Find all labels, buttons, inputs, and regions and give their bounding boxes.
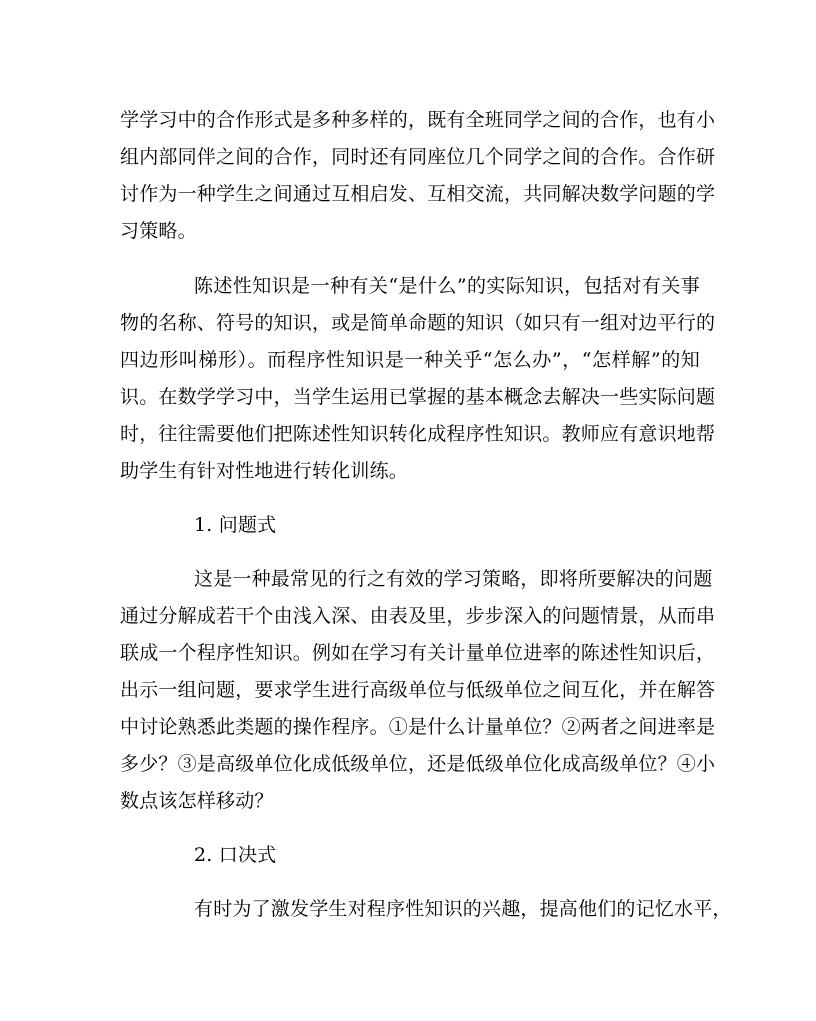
para1-line-3: 讨作为一种学生之间通过互相启发、互相交流，共同解决数学问题的学 — [120, 183, 716, 205]
para3-line-4: 出示一组问题，要求学生进行高级单位与低级单位之间互化，并在解答 — [120, 679, 716, 701]
para2-line-1: 陈述性知识是一种有关“是什么”的实际知识，包括对有关事 — [194, 275, 700, 297]
section-heading-2: 2. 口决式 — [194, 844, 277, 866]
para4-line-1: 有时为了激发学生对程序性知识的兴趣，提高他们的记忆水平， — [194, 898, 732, 920]
para1-line-1: 学学习中的合作形式是多种多样的，既有全班同学之间的合作，也有小 — [120, 109, 716, 131]
para2-line-5: 时，往往需要他们把陈述性知识转化成程序性知识。教师应有意识地帮 — [120, 423, 716, 445]
para2-line-6: 助学生有针对性地进行转化训练。 — [120, 460, 409, 482]
para3-line-2: 通过分解成若干个由浅入深、由表及里，步步深入的问题情景，从而串 — [120, 605, 716, 627]
section-heading-1: 1. 问题式 — [194, 514, 277, 536]
para1-line-2: 组内部同伴之间的合作，同时还有同座位几个同学之间的合作。合作研 — [120, 146, 716, 168]
para2-line-4: 识。在数学学习中，当学生运用已掌握的基本概念去解决一些实际问题 — [120, 386, 716, 408]
para3-line-5: 中讨论熟悉此类题的操作程序。①是什么计量单位？②两者之间进率是 — [120, 716, 716, 738]
para3-line-3: 联成一个程序性知识。例如在学习有关计量单位进率的陈述性知识后， — [120, 642, 716, 664]
para3-line-1: 这是一种最常见的行之有效的学习策略，即将所要解决的问题 — [194, 568, 713, 590]
para3-line-6: 多少？③是高级单位化成低级单位，还是低级单位化成高级单位？④小 — [120, 753, 716, 775]
para2-line-3: 四边形叫梯形）。而程序性知识是一种关乎“怎么办”，“怎样解”的知 — [120, 349, 700, 371]
para2-line-2: 物的名称、符号的知识，或是简单命题的知识（如只有一组对边平行的 — [120, 312, 716, 334]
para1-line-4: 习策略。 — [120, 220, 197, 242]
para3-line-7: 数点该怎样移动？ — [120, 790, 274, 812]
